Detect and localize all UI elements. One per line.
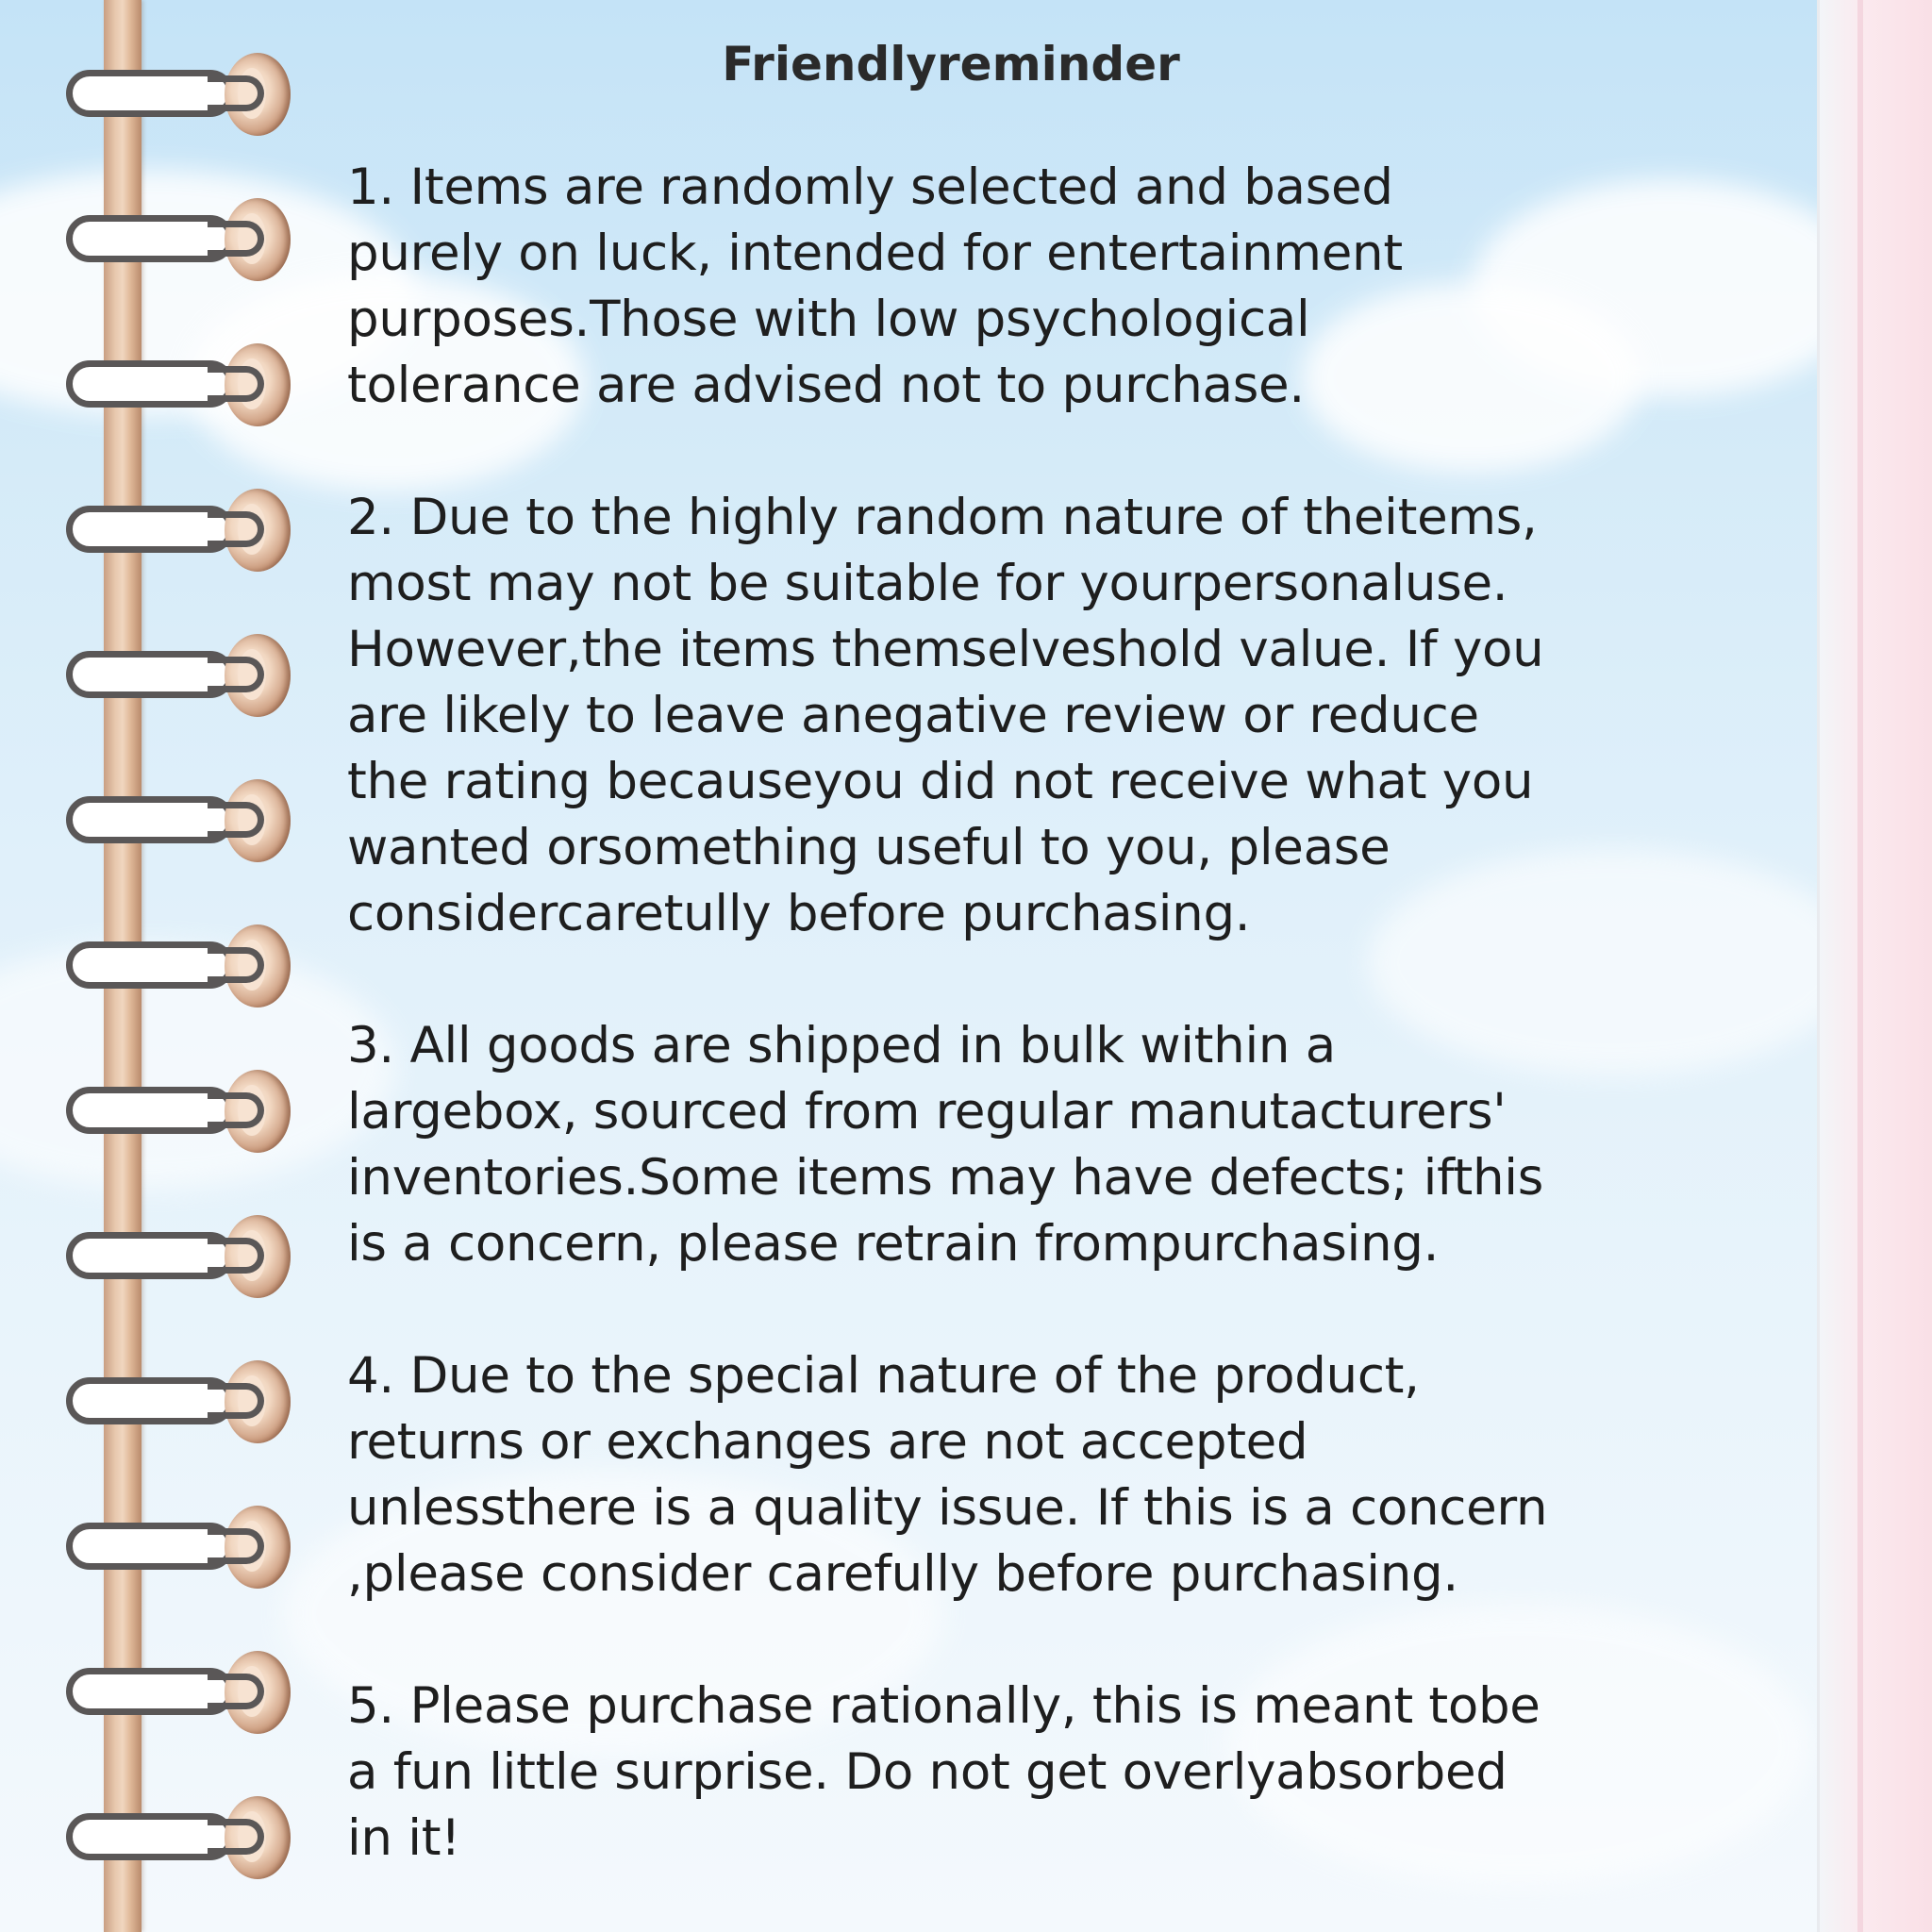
binding-ring [66,1523,264,1575]
binding-ring [66,796,264,849]
binding-ring [66,1377,264,1430]
binding-ring [66,941,264,994]
reminder-item-3: 3. All goods are shipped in bulk within a largebox, sourced from regular manutacturers' inventories.Some items may have defects; ifthis is a concern, please retrain frompurchasing. [347,1017,1544,1273]
reminder-item-4: 4. Due to the special nature of the product, returns or exchanges are not accepted unlessthere is a quality issue. If this is a concern ,please consider carefully before purchasing. [347,1347,1548,1603]
binding-ring [66,506,264,558]
reminder-content [347,28,1611,1932]
binding-ring [66,651,264,704]
binding-ring [66,1813,264,1866]
reminder-item-2: 2. Due to the highly random nature of theitems, most may not be suitable for yourpersonaluse. However,the items themselveshold value. If you are likely to leave anegative review or reduce the rating becauseyou did not receive what you wanted orsomething useful to you, please considercaretully before purchasing. [347,489,1544,942]
reminder-item-5: 5. Please purchase rationally, this is meant tobe a fun little surprise. Do not get overlyabsorbed in it! [347,1677,1541,1867]
page-title: Friendlyreminder [722,37,1180,92]
binding-ring [66,1087,264,1140]
binding-ring [66,1668,264,1721]
binding-ring [66,215,264,268]
page-edge [1817,0,1932,1932]
reminder-item-1: 1. Items are randomly selected and based purely on luck, intended for entertainment purposes.Those with low psychological tolerance are advised not to purchase. [347,158,1403,414]
binding-ring [66,70,264,123]
binding-ring [66,360,264,413]
page-edge-line [1857,0,1863,1932]
binding-ring [66,1232,264,1285]
